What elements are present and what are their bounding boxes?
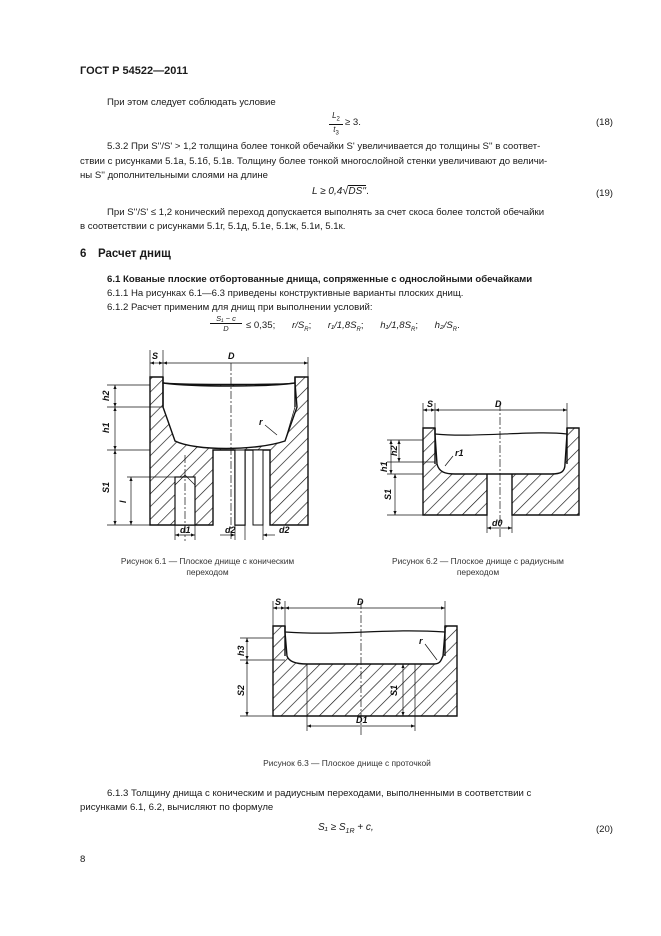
paragraph-line: 6.1.3 Толщину днища с коническим и радиусным переходами, выполненными в соответствии с [107, 788, 532, 799]
svg-text:D: D [357, 597, 364, 607]
equation-19: L ≥ 0,4√DS''. [312, 185, 369, 197]
document-header: ГОСТ Р 54522—2011 [80, 65, 188, 77]
svg-text:d2: d2 [279, 525, 290, 535]
svg-text:h2: h2 [389, 445, 399, 456]
section-number: 6 [80, 248, 87, 260]
figure-6-3-drawing [235, 596, 465, 746]
paragraph-line: 6.1.1 На рисунках 6.1—6.3 приведены конструктивные варианты плоских днищ. [107, 288, 464, 299]
svg-text:h3: h3 [236, 645, 246, 656]
svg-text:S: S [427, 399, 434, 409]
svg-text:S1: S1 [101, 481, 111, 493]
figure-6-1-drawing [95, 345, 335, 545]
svg-text:d0: d0 [492, 518, 503, 528]
equation-number: (18) [595, 117, 613, 128]
svg-text:r: r [259, 417, 263, 427]
svg-text:S1: S1 [389, 684, 399, 696]
paragraph: При этом следует соблюдать условие [107, 97, 276, 108]
svg-text:h2: h2 [101, 390, 111, 401]
svg-text:S: S [152, 351, 159, 361]
svg-text:S: S [275, 597, 282, 607]
paragraph-line: ны S'' дополнительными слоями на длине [80, 170, 268, 181]
figure-6-2-drawing [375, 398, 585, 543]
equation-number: (20) [595, 824, 613, 835]
paragraph-line: 5.3.2 При S''/S' > 1,2 толщина более тонкой обечайки S' увеличивается до толщины S'' в соответ- [107, 141, 541, 152]
figure-6-2-caption: Рисунок 6.2 — Плоское днище с радиусным переходом [392, 556, 564, 577]
svg-text:r: r [419, 636, 423, 646]
equation-20: $S_1 \ge S_{1R} + c$, [318, 822, 374, 835]
svg-text:r1: r1 [455, 448, 464, 458]
page-number: 8 [80, 854, 86, 865]
svg-text:h1: h1 [379, 461, 389, 472]
equation-18-rhs: ≥ 3. [345, 117, 361, 128]
conditions: ≤ 0,35; $r/S_R$; $r_1/1,8S_R$; $h_1/1,8S_R$; $h_2/S_R$. [246, 320, 460, 333]
figure-6-3-caption: Рисунок 6.3 — Плоское днище с проточкой [263, 758, 431, 768]
section-title: Расчет днищ [98, 248, 171, 260]
svg-text:h1: h1 [101, 422, 111, 433]
condition-fraction: S₁ − c D [210, 314, 242, 333]
paragraph-line: При S''/S' ≤ 1,2 конический переход допускается выполнять за счет скоса более толстой обечайки [107, 207, 545, 218]
svg-text:S2: S2 [236, 684, 246, 696]
svg-text:D: D [495, 399, 502, 409]
paragraph-line: 6.1.2 Расчет применим для днищ при выполнении условий: [107, 302, 373, 313]
svg-text:S1: S1 [383, 488, 393, 500]
equation-18-fraction: $L_2$ $t_3$ [329, 111, 343, 136]
svg-text:d1: d1 [180, 525, 191, 535]
svg-text:D: D [228, 351, 235, 361]
paragraph-line: ствии с рисунками 5.1а, 5.1б, 5.1в. Толщину более тонкой многослойной стенки увеличивают до величи- [80, 156, 548, 167]
equation-number: (19) [595, 188, 613, 199]
svg-text:l: l [118, 500, 128, 503]
paragraph-line: в соответствии с рисунками 5.1г, 5.1д, 5.1е, 5.1ж, 5.1и, 5.1к. [80, 221, 346, 232]
figure-6-1-caption: Рисунок 6.1 — Плоское днище с коническим переходом [120, 556, 295, 577]
paragraph-line: рисунками 6.1, 6.2, вычисляют по формуле [80, 802, 274, 813]
svg-text:d2: d2 [225, 525, 236, 535]
svg-text:D1: D1 [356, 715, 368, 725]
subsection-title: 6.1 Кованые плоские отбортованные днища, сопряженные с однослойными обечайками [107, 274, 533, 285]
